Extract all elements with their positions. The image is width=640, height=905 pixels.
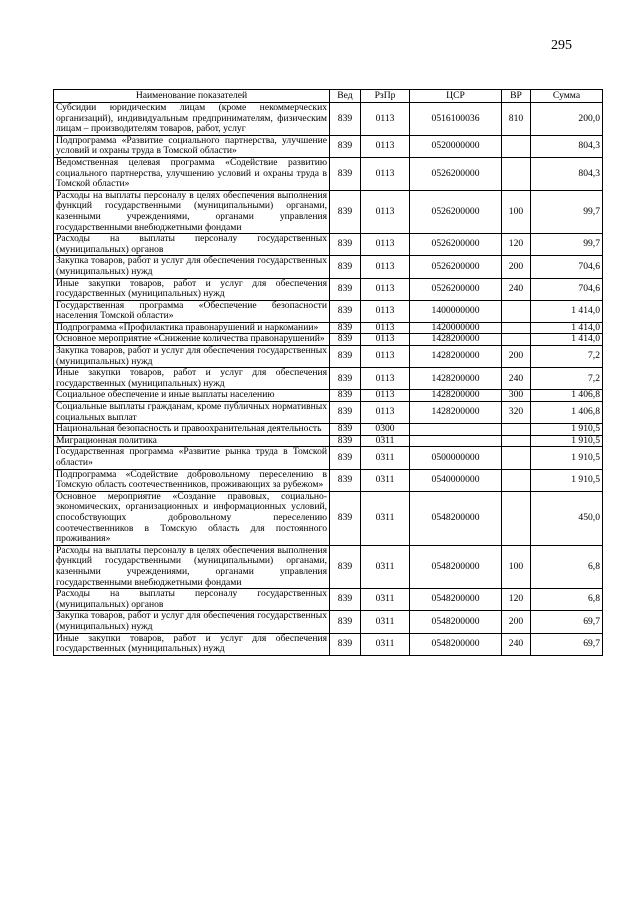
column-header-ved: Вед [330, 90, 361, 103]
row-name: Подпрограмма «Профилактика правонарушений и наркомании» [54, 322, 330, 334]
row-rzpr: 0311 [361, 435, 410, 447]
row-rzpr: 0113 [361, 103, 410, 136]
row-csr [410, 424, 502, 436]
row-rzpr: 0113 [361, 390, 410, 402]
row-vr [502, 435, 531, 447]
table-row [54, 390, 603, 402]
table-row [54, 545, 603, 588]
row-rzpr: 0113 [361, 256, 410, 278]
row-name: Социальные выплаты гражданам, кроме публичных нормативных социальных выплат [54, 402, 330, 424]
row-ved: 839 [330, 447, 361, 469]
table-body [54, 103, 603, 656]
row-rzpr: 0311 [361, 545, 410, 588]
row-name: Расходы на выплаты персоналу государственных (муниципальных) органов [54, 234, 330, 256]
row-csr: 0540000000 [410, 469, 502, 491]
row-sum: 704,6 [531, 278, 603, 300]
row-ved: 839 [330, 633, 361, 655]
row-csr: 0500000000 [410, 447, 502, 469]
row-vr: 300 [502, 390, 531, 402]
row-vr: 100 [502, 190, 531, 233]
row-name: Субсидии юридическим лицам (кроме некоммерческих организаций), индивидуальным предпринимателям, физическим лицам – производителям товаров, работ, услуг [54, 103, 330, 136]
row-name: Миграционная политика [54, 435, 330, 447]
row-rzpr: 0311 [361, 447, 410, 469]
row-csr: 0526200000 [410, 256, 502, 278]
row-vr [502, 491, 531, 545]
row-csr: 0548200000 [410, 491, 502, 545]
row-name: Основное мероприятие «Снижение количества правонарушений» [54, 334, 330, 346]
row-name: Расходы на выплаты персоналу в целях обеспечения выполнения функций государственными (муниципальными) органами, казенными учреждениями, органами управления государственными внебюджетными фондами [54, 545, 330, 588]
row-csr: 0520000000 [410, 135, 502, 157]
table-row [54, 157, 603, 190]
row-rzpr: 0113 [361, 334, 410, 346]
table-row [54, 334, 603, 346]
row-sum: 69,7 [531, 611, 603, 633]
row-vr [502, 447, 531, 469]
table-header-row [54, 90, 603, 103]
table-row [54, 103, 603, 136]
table-row [54, 322, 603, 334]
row-sum: 1 910,5 [531, 424, 603, 436]
row-ved: 839 [330, 278, 361, 300]
table-row [54, 300, 603, 322]
table-row [54, 589, 603, 611]
row-sum: 69,7 [531, 633, 603, 655]
row-vr: 240 [502, 278, 531, 300]
row-sum: 1 910,5 [531, 447, 603, 469]
row-sum: 1 414,0 [531, 322, 603, 334]
row-vr: 810 [502, 103, 531, 136]
row-vr [502, 322, 531, 334]
table-row [54, 424, 603, 436]
table-row [54, 491, 603, 545]
table-row [54, 256, 603, 278]
table-row [54, 346, 603, 368]
row-vr: 120 [502, 234, 531, 256]
row-name: Основное мероприятие «Создание правовых, социально-экономических, организационных и информационных условий, способствующих добровольному переселению соотечественников в Томскую область для постоянного проживания» [54, 491, 330, 545]
row-sum: 1 406,8 [531, 402, 603, 424]
row-vr [502, 300, 531, 322]
row-vr: 200 [502, 611, 531, 633]
row-rzpr: 0113 [361, 402, 410, 424]
row-ved: 839 [330, 491, 361, 545]
table-row [54, 435, 603, 447]
row-name: Закупка товаров, работ и услуг для обеспечения государственных (муниципальных) нужд [54, 346, 330, 368]
row-sum: 6,8 [531, 589, 603, 611]
table-row [54, 190, 603, 233]
row-csr: 0526200000 [410, 278, 502, 300]
row-sum: 99,7 [531, 190, 603, 233]
table-row [54, 447, 603, 469]
row-ved: 839 [330, 469, 361, 491]
row-sum: 7,2 [531, 346, 603, 368]
row-vr [502, 424, 531, 436]
row-ved: 839 [330, 103, 361, 136]
table-row [54, 469, 603, 491]
table-row [54, 278, 603, 300]
row-rzpr: 0113 [361, 322, 410, 334]
row-csr: 0548200000 [410, 589, 502, 611]
row-csr: 0548200000 [410, 545, 502, 588]
row-sum: 804,3 [531, 135, 603, 157]
row-csr: 1428200000 [410, 390, 502, 402]
row-sum: 704,6 [531, 256, 603, 278]
column-header-csr: ЦСР [410, 90, 502, 103]
row-vr: 200 [502, 346, 531, 368]
row-vr: 240 [502, 368, 531, 390]
row-ved: 839 [330, 334, 361, 346]
row-name: Социальное обеспечение и иные выплаты населению [54, 390, 330, 402]
row-rzpr: 0113 [361, 300, 410, 322]
row-ved: 839 [330, 435, 361, 447]
row-vr: 100 [502, 545, 531, 588]
row-csr [410, 435, 502, 447]
row-name: Ведомственная целевая программа «Содействие развитию социального партнерства, улучшению условий и охраны труда в Томской области» [54, 157, 330, 190]
row-rzpr: 0311 [361, 491, 410, 545]
row-ved: 839 [330, 390, 361, 402]
row-name: Иные закупки товаров, работ и услуг для обеспечения государственных (муниципальных) нужд [54, 368, 330, 390]
row-name: Подпрограмма «Развитие социального партнерства, улучшение условий и охраны труда в Томской области» [54, 135, 330, 157]
row-ved: 839 [330, 135, 361, 157]
row-csr: 1428200000 [410, 402, 502, 424]
table-row [54, 402, 603, 424]
table-row [54, 611, 603, 633]
row-csr: 0548200000 [410, 611, 502, 633]
column-header-rzpr: РзПр [361, 90, 410, 103]
row-sum: 7,2 [531, 368, 603, 390]
row-rzpr: 0113 [361, 190, 410, 233]
table-row [54, 135, 603, 157]
row-csr: 1420000000 [410, 322, 502, 334]
row-vr [502, 334, 531, 346]
row-ved: 839 [330, 157, 361, 190]
row-csr: 1428200000 [410, 368, 502, 390]
row-rzpr: 0113 [361, 135, 410, 157]
row-sum: 1 414,0 [531, 300, 603, 322]
row-ved: 839 [330, 611, 361, 633]
row-csr: 1428200000 [410, 346, 502, 368]
row-rzpr: 0311 [361, 611, 410, 633]
row-rzpr: 0113 [361, 157, 410, 190]
row-csr: 0526200000 [410, 190, 502, 233]
row-csr: 1400000000 [410, 300, 502, 322]
column-header-name: Наименование показателей [54, 90, 330, 103]
row-ved: 839 [330, 190, 361, 233]
budget-table [53, 89, 603, 656]
row-name: Расходы на выплаты персоналу государственных (муниципальных) органов [54, 589, 330, 611]
row-ved: 839 [330, 402, 361, 424]
row-csr: 1428200000 [410, 334, 502, 346]
row-sum: 6,8 [531, 545, 603, 588]
row-name: Государственная программа «Обеспечение безопасности населения Томской области» [54, 300, 330, 322]
row-rzpr: 0113 [361, 368, 410, 390]
row-sum: 804,3 [531, 157, 603, 190]
row-csr: 0526200000 [410, 157, 502, 190]
row-vr: 240 [502, 633, 531, 655]
row-sum: 99,7 [531, 234, 603, 256]
row-rzpr: 0311 [361, 589, 410, 611]
row-ved: 839 [330, 424, 361, 436]
row-vr [502, 469, 531, 491]
row-rzpr: 0113 [361, 234, 410, 256]
row-ved: 839 [330, 545, 361, 588]
row-name: Иные закупки товаров, работ и услуг для обеспечения государственных (муниципальных) нужд [54, 633, 330, 655]
row-ved: 839 [330, 368, 361, 390]
row-sum: 1 910,5 [531, 435, 603, 447]
row-rzpr: 0311 [361, 469, 410, 491]
row-csr: 0516100036 [410, 103, 502, 136]
table-row [54, 234, 603, 256]
row-name: Иные закупки товаров, работ и услуг для обеспечения государственных (муниципальных) нужд [54, 278, 330, 300]
row-ved: 839 [330, 589, 361, 611]
table-row [54, 368, 603, 390]
page-number: 295 [551, 38, 572, 53]
row-name: Государственная программа «Развитие рынка труда в Томской области» [54, 447, 330, 469]
row-rzpr: 0113 [361, 278, 410, 300]
row-ved: 839 [330, 300, 361, 322]
row-sum: 1 414,0 [531, 334, 603, 346]
row-vr [502, 135, 531, 157]
row-vr [502, 157, 531, 190]
row-name: Закупка товаров, работ и услуг для обеспечения государственных (муниципальных) нужд [54, 256, 330, 278]
row-vr: 200 [502, 256, 531, 278]
row-sum: 1 910,5 [531, 469, 603, 491]
row-ved: 839 [330, 346, 361, 368]
row-csr: 0548200000 [410, 633, 502, 655]
row-name: Закупка товаров, работ и услуг для обеспечения государственных (муниципальных) нужд [54, 611, 330, 633]
row-sum: 450,0 [531, 491, 603, 545]
row-vr: 320 [502, 402, 531, 424]
row-rzpr: 0311 [361, 633, 410, 655]
row-rzpr: 0300 [361, 424, 410, 436]
row-name: Национальная безопасность и правоохранительная деятельность [54, 424, 330, 436]
row-name: Расходы на выплаты персоналу в целях обеспечения выполнения функций государственными (муниципальными) органами, казенными учреждениями, органами управления государственными внебюджетными фондами [54, 190, 330, 233]
row-csr: 0526200000 [410, 234, 502, 256]
table-row [54, 633, 603, 655]
column-header-vr: ВР [502, 90, 531, 103]
column-header-sum: Сумма [531, 90, 603, 103]
row-vr: 120 [502, 589, 531, 611]
row-rzpr: 0113 [361, 346, 410, 368]
row-sum: 200,0 [531, 103, 603, 136]
row-ved: 839 [330, 322, 361, 334]
row-ved: 839 [330, 234, 361, 256]
row-ved: 839 [330, 256, 361, 278]
row-sum: 1 406,8 [531, 390, 603, 402]
row-name: Подпрограмма «Содействие добровольному переселению в Томскую область соотечественников, проживающих за рубежом» [54, 469, 330, 491]
